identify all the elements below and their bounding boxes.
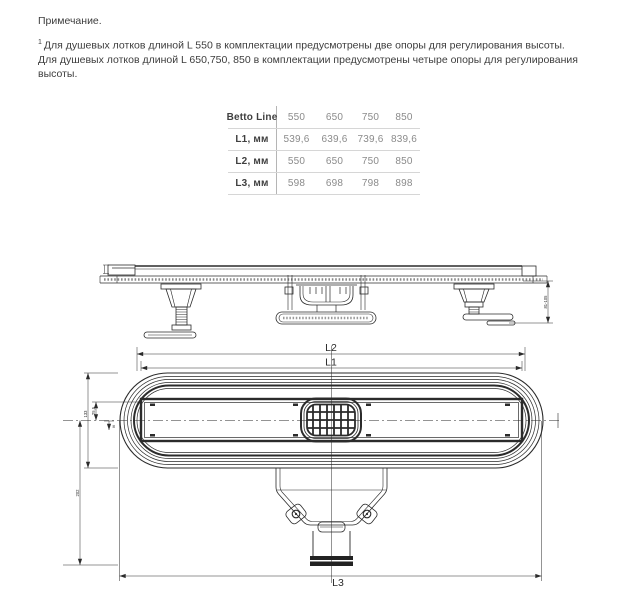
footnote-marker: 1 <box>38 39 42 46</box>
top-view-drawing <box>63 342 560 589</box>
cell: 650 <box>325 156 344 167</box>
height-range-label: 81-105 <box>543 295 549 309</box>
table-header-value: 750 <box>361 111 380 123</box>
offset-label: 8 <box>112 424 115 429</box>
row-label: L1, мм <box>228 129 277 150</box>
note-footnote-line1: $^1$ Для душевых лотков длиной L 550 в комплектации предусмотрены две опоры для регулирования высоты. <box>38 39 565 52</box>
cell: 739,6 <box>357 134 384 145</box>
base-flange <box>100 276 547 283</box>
cell: 798 <box>361 178 380 189</box>
row-label: L3, мм <box>228 173 277 194</box>
cell: 539,6 <box>283 134 310 145</box>
table-header-value: 650 <box>325 111 344 123</box>
siphon-side-view <box>276 275 376 324</box>
offset-dimension <box>104 421 116 430</box>
half-inner-label: 25,5 <box>91 406 97 416</box>
note-title: Примечание. <box>38 15 102 27</box>
cell: 598 <box>287 178 306 189</box>
outlet-depth-label: 202 <box>75 489 81 497</box>
side-view-drawing <box>100 265 553 338</box>
left-support-leg <box>144 284 201 338</box>
cell: 850 <box>395 156 413 167</box>
table-header-label: Betto Line <box>228 106 277 128</box>
cell: 898 <box>395 178 413 189</box>
cell: 839,6 <box>390 134 418 145</box>
cell: 639,6 <box>321 134 348 145</box>
drain-grate <box>301 399 361 442</box>
outlet-depth-dimension <box>63 421 118 566</box>
right-end-cap <box>522 266 536 276</box>
cell: 698 <box>325 178 344 189</box>
cell: 550 <box>287 156 306 167</box>
row-label: L2, мм <box>228 151 277 172</box>
table-header-value: 850 <box>395 111 413 123</box>
note-footnote-line2: Для душевых лотков длиной L 650,750, 850 в комплектации предусмотрены четыре опоры для регулирования высоты. <box>38 53 578 80</box>
l3-label: L3 <box>332 577 344 589</box>
l1-label: L1 <box>325 356 337 369</box>
left-end-detail <box>103 265 135 275</box>
height-dimension <box>509 281 553 323</box>
body-width-label: 133 <box>83 410 89 418</box>
right-support-leg <box>454 284 515 325</box>
table-header-value: 550 <box>287 111 306 123</box>
l2-label: L2 <box>325 342 337 354</box>
cell: 750 <box>361 156 380 167</box>
